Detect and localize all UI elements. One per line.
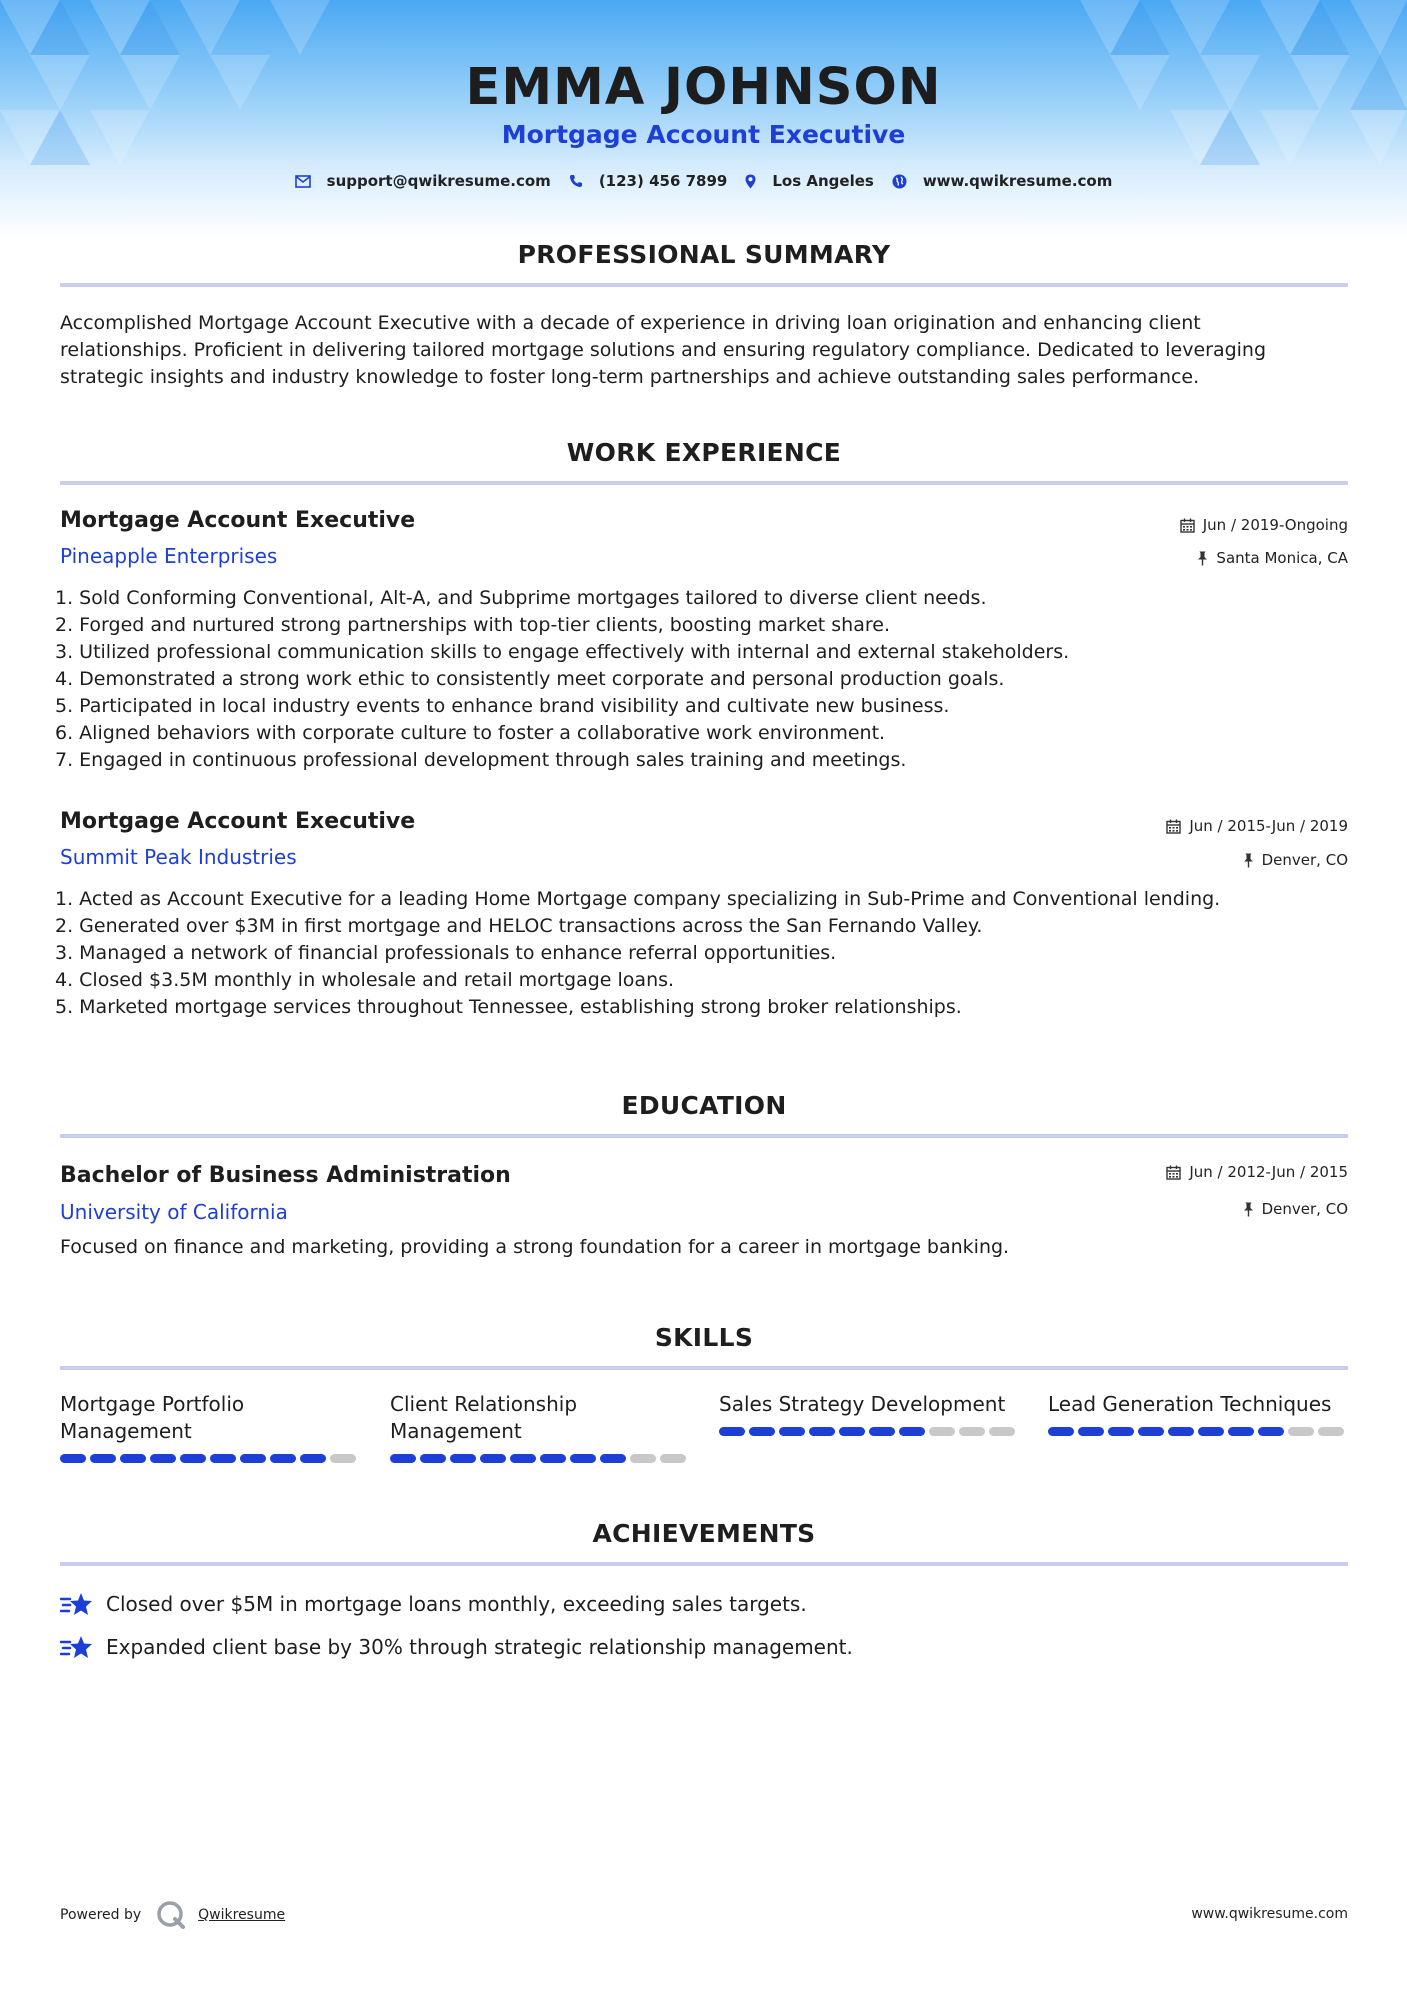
- contact-email[interactable]: [295, 172, 551, 190]
- job-dates-text: Jun / 2019-Ongoing: [1202, 516, 1348, 534]
- skill-pill-filled: [1108, 1427, 1134, 1436]
- skill-pill-filled: [809, 1427, 835, 1436]
- skill-pill-filled: [210, 1454, 236, 1463]
- job-company: Summit Peak Industries: [60, 845, 297, 869]
- job-location: [1197, 549, 1348, 567]
- list-item: 1. Acted as Account Executive for a leading Home Mortgage company specializing in Sub-Prime and Conventional lending.: [55, 888, 1221, 910]
- calendar-icon: [1166, 819, 1181, 834]
- skill-label-line: Management: [390, 1419, 522, 1443]
- skill-pill-empty: [660, 1454, 686, 1463]
- skill-item: [719, 1391, 1019, 1436]
- pushpin-icon: [1243, 1202, 1254, 1217]
- section-title-experience: WORK EXPERIENCE: [566, 438, 842, 467]
- section-title-education: EDUCATION: [621, 1091, 787, 1120]
- envelope-icon: [295, 175, 311, 188]
- education-location: [1243, 1200, 1348, 1218]
- list-item: 3. Managed a network of financial professionals to enhance referral opportunities.: [55, 942, 837, 964]
- pushpin-icon: [1243, 853, 1254, 868]
- skill-pill-filled: [600, 1454, 626, 1463]
- skill-label-line: Management: [60, 1419, 192, 1443]
- section-divider: [60, 1562, 1348, 1566]
- powered-by-label: Powered by: [60, 1907, 142, 1923]
- summary-line: Accomplished Mortgage Account Executive with a decade of experience in driving loan origination and enhancing client: [60, 312, 1201, 334]
- email-text: support@qwikresume.com: [326, 172, 551, 190]
- skill-pill-filled: [450, 1454, 476, 1463]
- skill-pill-filled: [390, 1454, 416, 1463]
- skill-label-line: Mortgage Portfolio: [60, 1392, 245, 1416]
- qwikresume-logo-icon: [156, 1900, 186, 1930]
- skill-pill-filled: [180, 1454, 206, 1463]
- skill-label: [719, 1391, 1019, 1418]
- list-item: 4. Closed $3.5M monthly in wholesale and retail mortgage loans.: [55, 969, 675, 991]
- list-item: 2. Forged and nurtured strong partnerships with top-tier clients, boosting market share.: [55, 614, 890, 636]
- job-title: Mortgage Account Executive: [60, 508, 416, 533]
- skill-pill-filled: [510, 1454, 536, 1463]
- calendar-icon: [1180, 518, 1195, 533]
- footer-powered-by: [60, 1900, 285, 1930]
- skill-item: [60, 1391, 360, 1463]
- skill-pill-filled: [120, 1454, 146, 1463]
- section-divider: [60, 1366, 1348, 1370]
- section-title-skills: SKILLS: [654, 1323, 754, 1352]
- section-divider: [60, 1134, 1348, 1138]
- section-title-summary: PROFESSIONAL SUMMARY: [517, 240, 891, 269]
- list-item: 5. Participated in local industry events to enhance brand visibility and cultivate new business.: [55, 695, 950, 717]
- job-location: [1243, 851, 1348, 869]
- skill-label: [390, 1391, 690, 1445]
- skill-rating: [60, 1454, 360, 1463]
- skill-pill-filled: [1198, 1427, 1224, 1436]
- skill-pill-empty: [929, 1427, 955, 1436]
- achievement-item: [60, 1633, 853, 1661]
- skill-pill-filled: [240, 1454, 266, 1463]
- skill-label-line: Sales Strategy Development: [719, 1392, 1006, 1416]
- skill-pill-filled: [1048, 1427, 1074, 1436]
- skill-pill-filled: [1078, 1427, 1104, 1436]
- location-text: Los Angeles: [772, 172, 874, 190]
- skill-pill-empty: [989, 1427, 1015, 1436]
- skill-pill-filled: [1228, 1427, 1254, 1436]
- list-item: 4. Demonstrated a strong work ethic to consistently meet corporate and personal production goals.: [55, 668, 1005, 690]
- calendar-icon: [1166, 1165, 1181, 1180]
- job-bullet-list: [55, 886, 1345, 1021]
- skill-rating: [719, 1427, 1019, 1436]
- list-item: 1. Sold Conforming Conventional, Alt-A, and Subprime mortgages tailored to diverse client needs.: [55, 587, 987, 609]
- education-dates-text: Jun / 2012-Jun / 2015: [1189, 1163, 1348, 1181]
- skill-pill-filled: [150, 1454, 176, 1463]
- list-item: 6. Aligned behaviors with corporate culture to foster a collaborative work environment.: [55, 722, 886, 744]
- skill-pill-filled: [480, 1454, 506, 1463]
- skill-pill-filled: [300, 1454, 326, 1463]
- skill-item: [390, 1391, 690, 1463]
- skill-pill-filled: [570, 1454, 596, 1463]
- skill-pill-filled: [869, 1427, 895, 1436]
- job-dates-text: Jun / 2015-Jun / 2019: [1189, 817, 1348, 835]
- skill-pill-filled: [420, 1454, 446, 1463]
- skill-pill-filled: [60, 1454, 86, 1463]
- section-divider: [60, 283, 1348, 287]
- skill-pill-empty: [1288, 1427, 1314, 1436]
- job-title: Mortgage Account Executive: [60, 809, 416, 834]
- phone-text: (123) 456 7899: [598, 172, 728, 190]
- contact-location: [745, 172, 873, 190]
- skill-pill-filled: [90, 1454, 116, 1463]
- contact-phone[interactable]: [569, 172, 728, 190]
- section-divider: [60, 481, 1348, 485]
- list-item: 7. Engaged in continuous professional development through sales training and meetings.: [55, 749, 907, 771]
- skill-rating: [390, 1454, 690, 1463]
- skill-pill-filled: [839, 1427, 865, 1436]
- skill-pill-empty: [1318, 1427, 1344, 1436]
- skill-pill-filled: [899, 1427, 925, 1436]
- list-item: 2. Generated over $3M in first mortgage and HELOC transactions across the San Fernando Valley.: [55, 915, 983, 937]
- section-title-achievements: ACHIEVEMENTS: [592, 1519, 816, 1548]
- school-name: University of California: [60, 1200, 288, 1224]
- summary-text: [60, 310, 1348, 391]
- skill-pill-filled: [1168, 1427, 1194, 1436]
- skill-label: [1048, 1391, 1348, 1418]
- skill-pill-filled: [1138, 1427, 1164, 1436]
- candidate-role: Mortgage Account Executive: [501, 120, 906, 149]
- skill-item: [1048, 1391, 1348, 1436]
- skill-label: [60, 1391, 360, 1445]
- skill-rating: [1048, 1427, 1348, 1436]
- shooting-star-icon: [60, 1633, 93, 1661]
- job-dates: [1180, 516, 1348, 534]
- list-item: 3. Utilized professional communication skills to engage effectively with internal and external stakeholders.: [55, 641, 1070, 663]
- achievement-text: Expanded client base by 30% through strategic relationship management.: [106, 1635, 853, 1659]
- shooting-star-icon: [60, 1590, 93, 1618]
- globe-icon: [892, 174, 907, 189]
- degree-title: Bachelor of Business Administration: [60, 1163, 511, 1188]
- map-pin-icon: [745, 174, 756, 189]
- skill-pill-empty: [630, 1454, 656, 1463]
- website-text: www.qwikresume.com: [922, 172, 1113, 190]
- skill-label-line: Client Relationship: [390, 1392, 578, 1416]
- job-dates: [1166, 817, 1348, 835]
- pushpin-icon: [1197, 551, 1208, 566]
- list-item: 5. Marketed mortgage services throughout Tennessee, establishing strong broker relationships.: [55, 996, 962, 1018]
- education-dates: [1166, 1163, 1348, 1181]
- brand-link[interactable]: Qwikresume: [198, 1907, 286, 1923]
- skill-pill-filled: [749, 1427, 775, 1436]
- phone-icon: [569, 174, 583, 188]
- contact-bar: [0, 172, 1407, 190]
- footer-url[interactable]: www.qwikresume.com: [1191, 1906, 1348, 1922]
- skill-pill-filled: [719, 1427, 745, 1436]
- skill-pill-filled: [779, 1427, 805, 1436]
- skill-pill-filled: [1258, 1427, 1284, 1436]
- job-company: Pineapple Enterprises: [60, 544, 278, 568]
- candidate-name: EMMA JOHNSON: [465, 58, 942, 117]
- summary-line: relationships. Proficient in delivering tailored mortgage solutions and ensuring regulatory compliance. Dedicated to leveraging: [60, 339, 1267, 361]
- skill-pill-empty: [959, 1427, 985, 1436]
- achievement-text: Closed over $5M in mortgage loans monthly, exceeding sales targets.: [106, 1592, 807, 1616]
- skill-pill-filled: [540, 1454, 566, 1463]
- job-location-text: Denver, CO: [1261, 851, 1348, 869]
- job-location-text: Santa Monica, CA: [1216, 549, 1348, 567]
- education-description: Focused on finance and marketing, providing a strong foundation for a career in mortgage banking.: [60, 1236, 1010, 1258]
- skill-pill-filled: [270, 1454, 296, 1463]
- contact-website[interactable]: [892, 172, 1113, 190]
- summary-line: strategic insights and industry knowledge to foster long-term partnerships and achieve outstanding sales performance.: [60, 366, 1200, 388]
- education-location-text: Denver, CO: [1261, 1200, 1348, 1218]
- skill-pill-empty: [330, 1454, 356, 1463]
- job-bullet-list: [55, 585, 1345, 774]
- skill-label-line: Lead Generation Techniques: [1048, 1392, 1332, 1416]
- achievement-item: [60, 1590, 807, 1618]
